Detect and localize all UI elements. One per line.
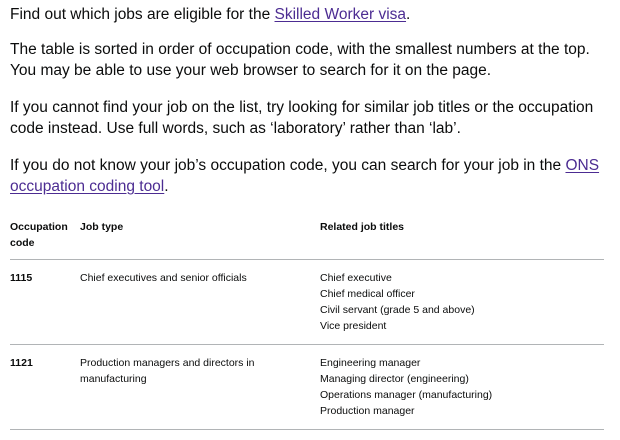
- ons-occupation-coding-tool-link[interactable]: occupation coding tool: [10, 178, 165, 195]
- intro-paragraph-sorting: [10, 39, 610, 81]
- occupation-code-cell: 1121: [10, 345, 80, 430]
- related-job-titles-cell: [320, 260, 604, 345]
- ons-link[interactable]: ONS: [565, 157, 600, 174]
- related-job-title: Vice president: [320, 320, 387, 332]
- intro-paragraph-ons-tool: [10, 155, 610, 197]
- intro-text-end: .: [406, 6, 411, 23]
- related-job-title: Engineering manager: [320, 357, 421, 369]
- related-job-title: Chief medical officer: [320, 288, 415, 300]
- ons-tool-text: If you do not know your job’s occupation code, you can search for your job in the: [10, 157, 566, 174]
- header-occupation-code: [10, 219, 80, 260]
- table-row: [10, 345, 604, 430]
- job-type-cell: Production managers and directors in manufacturing: [80, 345, 320, 430]
- header-code-line2: code: [10, 237, 35, 249]
- intro-paragraph-visa: [10, 4, 610, 25]
- skilled-worker-visa-link[interactable]: Skilled Worker visa: [274, 6, 407, 23]
- related-job-title: Chief executive: [320, 272, 392, 284]
- related-job-titles-cell: [320, 345, 604, 430]
- table-row: [10, 260, 604, 345]
- search-tips-line2: code instead. Use full words, such as ‘laboratory’ rather than ‘lab’.: [10, 120, 461, 137]
- ons-tool-text-end: .: [164, 178, 169, 195]
- related-job-title: Civil servant (grade 5 and above): [320, 304, 475, 316]
- header-job-type: Job type: [80, 219, 320, 260]
- intro-text: Find out which jobs are eligible for the: [10, 6, 275, 23]
- table-body: [10, 260, 604, 430]
- occupation-code-cell: 1115: [10, 260, 80, 345]
- related-job-title: Operations manager (manufacturing): [320, 389, 493, 401]
- search-tips-line1: If you cannot find your job on the list, try looking for similar job titles or the occupation: [10, 99, 594, 116]
- job-type-cell: Chief executives and senior officials: [80, 260, 320, 345]
- table-header-row: [10, 219, 604, 260]
- related-job-title: Managing director (engineering): [320, 373, 469, 385]
- intro-paragraph-search-tips: [10, 97, 610, 139]
- sorting-text-line2: You may be able to use your web browser to search for it on the page.: [10, 62, 492, 79]
- header-related-job-titles: Related job titles: [320, 219, 604, 260]
- related-job-title: Production manager: [320, 405, 415, 417]
- header-code-line1: Occupation: [10, 221, 68, 233]
- occupation-table: [10, 219, 604, 430]
- sorting-text-line1: The table is sorted in order of occupation code, with the smallest numbers at the top.: [10, 41, 590, 58]
